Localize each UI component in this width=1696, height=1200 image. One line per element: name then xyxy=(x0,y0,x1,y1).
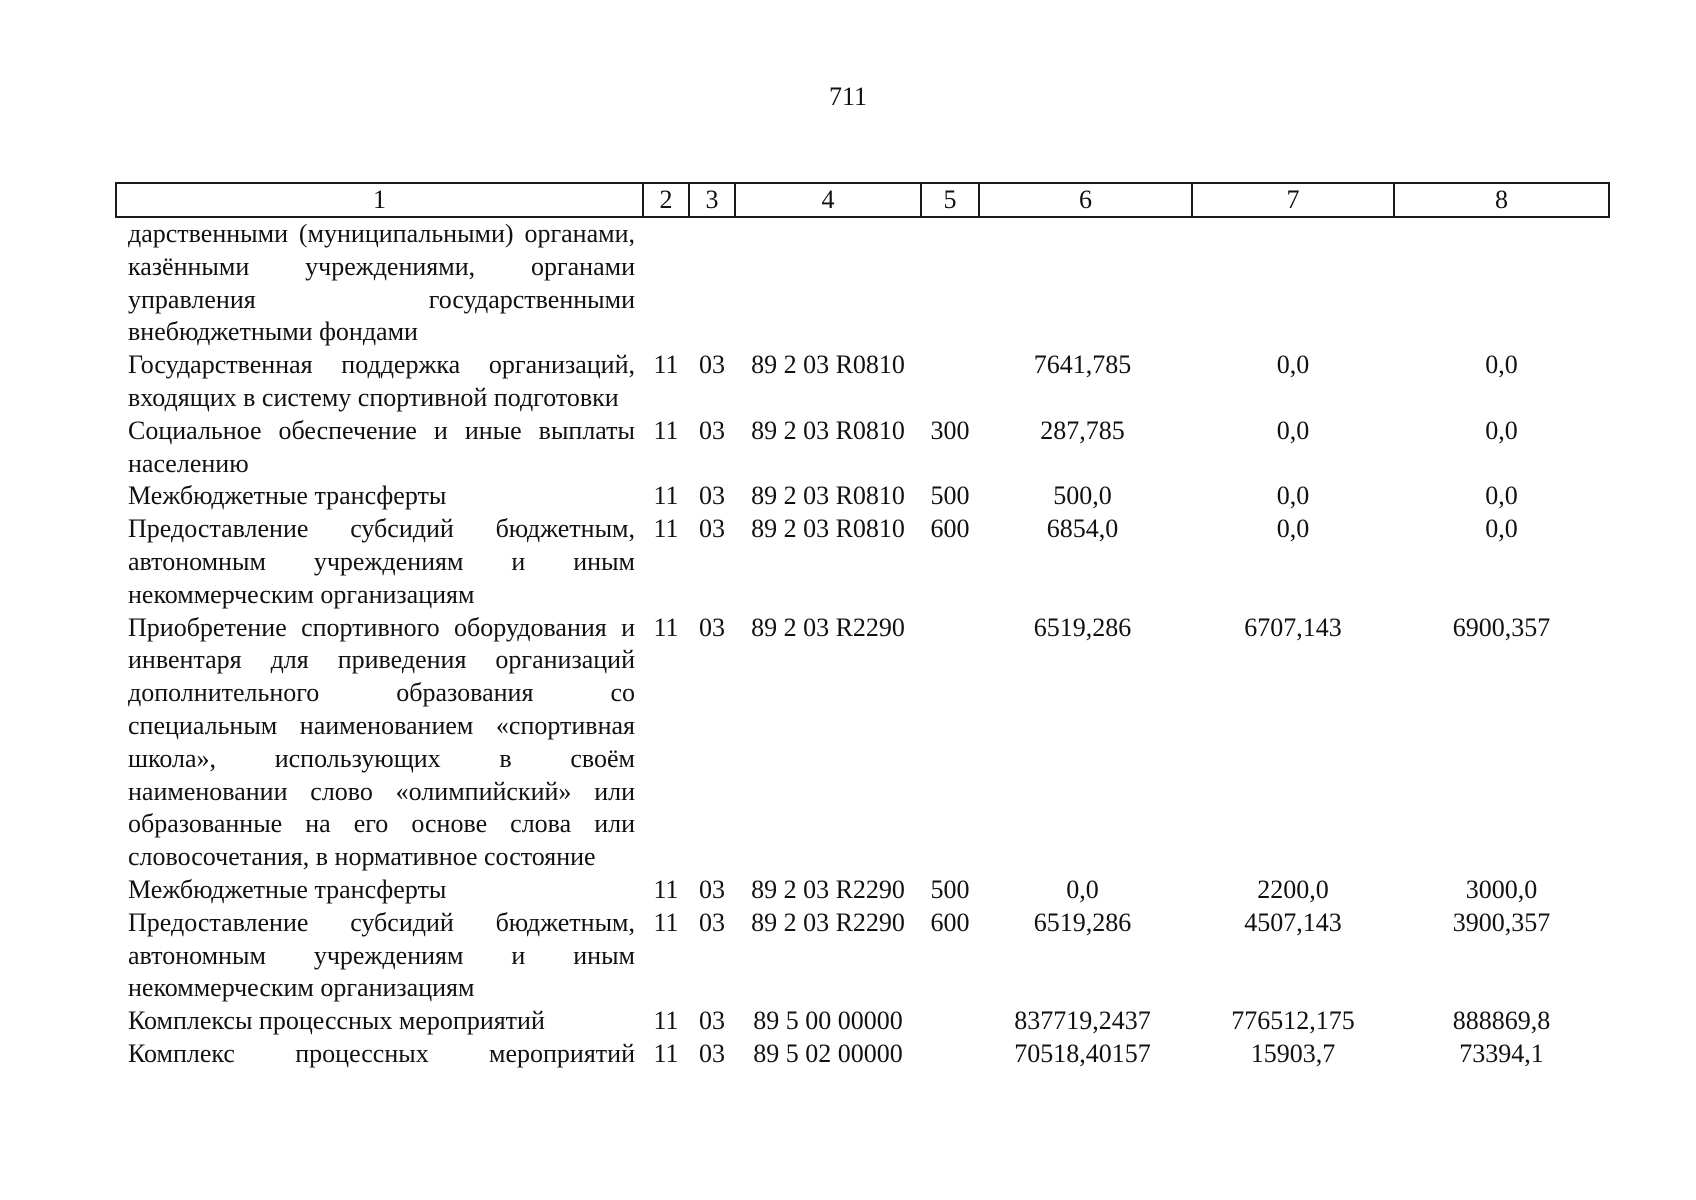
row-amount-col7: 0,0 xyxy=(1276,350,1310,380)
row-section: 11 xyxy=(653,350,679,380)
row-subsection xyxy=(689,217,735,349)
row-name: Приобретение спортивного оборудования и инвентаря для приведения организаций дополнительного образования со специальным наименованием «спортивная школа», использующих в своём наименовании слово «олимпийский» или образованные на его основе слова или словосочетания, в нормативное состояние xyxy=(128,612,635,872)
row-name: Государственная поддержка организаций, входящих в систему спортивной подготовки xyxy=(128,350,635,412)
row-amount-col8: 888869,8 xyxy=(1452,1006,1551,1036)
row-expense-type xyxy=(921,349,979,415)
row-amount-col7: 0,0 xyxy=(1276,481,1310,511)
row-section: 11 xyxy=(653,1038,679,1068)
table-row xyxy=(116,874,1609,907)
row-target-code: 89 5 02 00000 xyxy=(753,1038,903,1068)
row-subsection: 03 xyxy=(699,514,725,544)
row-expense-type xyxy=(921,612,979,874)
header-col-2: 2 xyxy=(643,183,689,217)
row-expense-type: 300 xyxy=(930,415,970,445)
row-target-code: 89 5 00 00000 xyxy=(753,1006,903,1036)
header-col-7: 7 xyxy=(1192,183,1394,217)
row-amount-col8: 3000,0 xyxy=(1465,874,1538,904)
row-target-code: 89 2 03 R2290 xyxy=(751,874,905,904)
row-target-code xyxy=(735,217,921,349)
row-amount-col8: 0,0 xyxy=(1485,481,1518,511)
row-section: 11 xyxy=(653,907,679,937)
row-target-code: 89 2 03 R2290 xyxy=(751,612,905,642)
row-amount-col6: 6519,286 xyxy=(1033,907,1132,937)
row-amount-col6: 0,0 xyxy=(1066,874,1099,904)
row-amount-col6 xyxy=(979,217,1192,349)
row-name: Социальное обеспечение и иные выплаты населению xyxy=(128,415,635,478)
row-name: Комплекс процессных мероприятий xyxy=(128,1038,635,1068)
row-amount-col7: 15903,7 xyxy=(1250,1038,1336,1068)
row-subsection: 03 xyxy=(699,1006,725,1036)
row-subsection: 03 xyxy=(699,874,725,904)
budget-table xyxy=(115,182,1610,1071)
row-amount-col6: 7641,785 xyxy=(1033,350,1132,380)
row-expense-type: 600 xyxy=(930,907,970,937)
row-subsection: 03 xyxy=(699,907,725,937)
row-amount-col7 xyxy=(1192,217,1394,349)
row-target-code: 89 2 03 R0810 xyxy=(751,481,905,511)
row-name: дарственными (муниципальными) органами, казёнными учреждениями, органами управления государственными внебюджетными фондами xyxy=(128,219,635,347)
table-row xyxy=(116,480,1609,513)
row-amount-col6: 500,0 xyxy=(1053,481,1112,511)
row-name: Межбюджетные трансферты xyxy=(128,874,447,904)
row-subsection: 03 xyxy=(699,481,725,511)
row-amount-col7: 4507,143 xyxy=(1244,907,1342,937)
row-target-code: 89 2 03 R0810 xyxy=(751,415,905,445)
row-amount-col7: 776512,175 xyxy=(1231,1006,1355,1036)
row-subsection: 03 xyxy=(699,612,725,642)
header-col-1: 1 xyxy=(116,183,643,217)
row-amount-col7: 2200,0 xyxy=(1257,874,1329,904)
row-amount-col6: 6854,0 xyxy=(1046,514,1119,544)
page-number: 711 xyxy=(828,82,868,111)
table-row xyxy=(116,1038,1609,1071)
row-target-code: 89 2 03 R0810 xyxy=(751,514,905,544)
table-row xyxy=(116,612,1609,874)
row-section: 11 xyxy=(653,612,679,642)
table-row xyxy=(116,217,1609,349)
table-row xyxy=(116,415,1609,481)
row-amount-col7: 0,0 xyxy=(1276,415,1310,445)
header-col-5: 5 xyxy=(921,183,979,217)
row-expense-type xyxy=(921,217,979,349)
row-expense-type: 500 xyxy=(930,874,970,904)
row-amount-col7: 6707,143 xyxy=(1244,612,1342,642)
row-expense-type xyxy=(921,1005,979,1038)
row-section: 11 xyxy=(653,514,679,544)
header-col-3: 3 xyxy=(689,183,735,217)
row-expense-type: 500 xyxy=(930,481,970,511)
row-section: 11 xyxy=(653,1006,679,1036)
row-amount-col6: 6519,286 xyxy=(1033,612,1132,642)
header-col-6: 6 xyxy=(979,183,1192,217)
header-row xyxy=(116,183,1609,217)
row-amount-col6: 837719,2437 xyxy=(1014,1006,1151,1036)
row-subsection: 03 xyxy=(699,350,725,380)
row-name: Предоставление субсидий бюджетным, автономным учреждениям и иным некоммерческим организациям xyxy=(128,907,635,1003)
row-section: 11 xyxy=(653,481,679,511)
row-subsection: 03 xyxy=(699,415,725,445)
row-section xyxy=(643,217,689,349)
row-amount-col8: 6900,357 xyxy=(1452,612,1551,642)
row-amount-col8: 0,0 xyxy=(1485,350,1518,380)
row-expense-type xyxy=(921,1038,979,1071)
row-amount-col6: 287,785 xyxy=(1040,415,1125,445)
row-amount-col8 xyxy=(1394,217,1609,349)
table-row xyxy=(116,907,1609,1005)
row-target-code: 89 2 03 R0810 xyxy=(751,350,905,380)
row-target-code: 89 2 03 R2290 xyxy=(751,907,905,937)
table-body xyxy=(116,217,1609,1071)
row-amount-col8: 0,0 xyxy=(1485,415,1518,445)
row-expense-type: 600 xyxy=(930,514,970,544)
row-amount-col8: 73394,1 xyxy=(1459,1038,1544,1068)
table-row xyxy=(116,1005,1609,1038)
table-row xyxy=(116,349,1609,415)
row-name: Межбюджетные трансферты xyxy=(128,481,447,511)
row-subsection: 03 xyxy=(699,1038,725,1068)
header-col-8: 8 xyxy=(1394,183,1609,217)
table-header xyxy=(116,183,1609,217)
row-amount-col7: 0,0 xyxy=(1276,514,1310,544)
row-section: 11 xyxy=(653,874,679,904)
row-name: Комплексы процессных мероприятий xyxy=(128,1006,545,1036)
row-amount-col6: 70518,40157 xyxy=(1014,1038,1151,1068)
header-col-4: 4 xyxy=(735,183,921,217)
row-amount-col8: 3900,357 xyxy=(1452,907,1551,937)
table-row xyxy=(116,513,1609,611)
row-name: Предоставление субсидий бюджетным, автономным учреждениям и иным некоммерческим организациям xyxy=(128,514,635,609)
row-section: 11 xyxy=(653,415,679,445)
row-amount-col8: 0,0 xyxy=(1485,514,1518,544)
